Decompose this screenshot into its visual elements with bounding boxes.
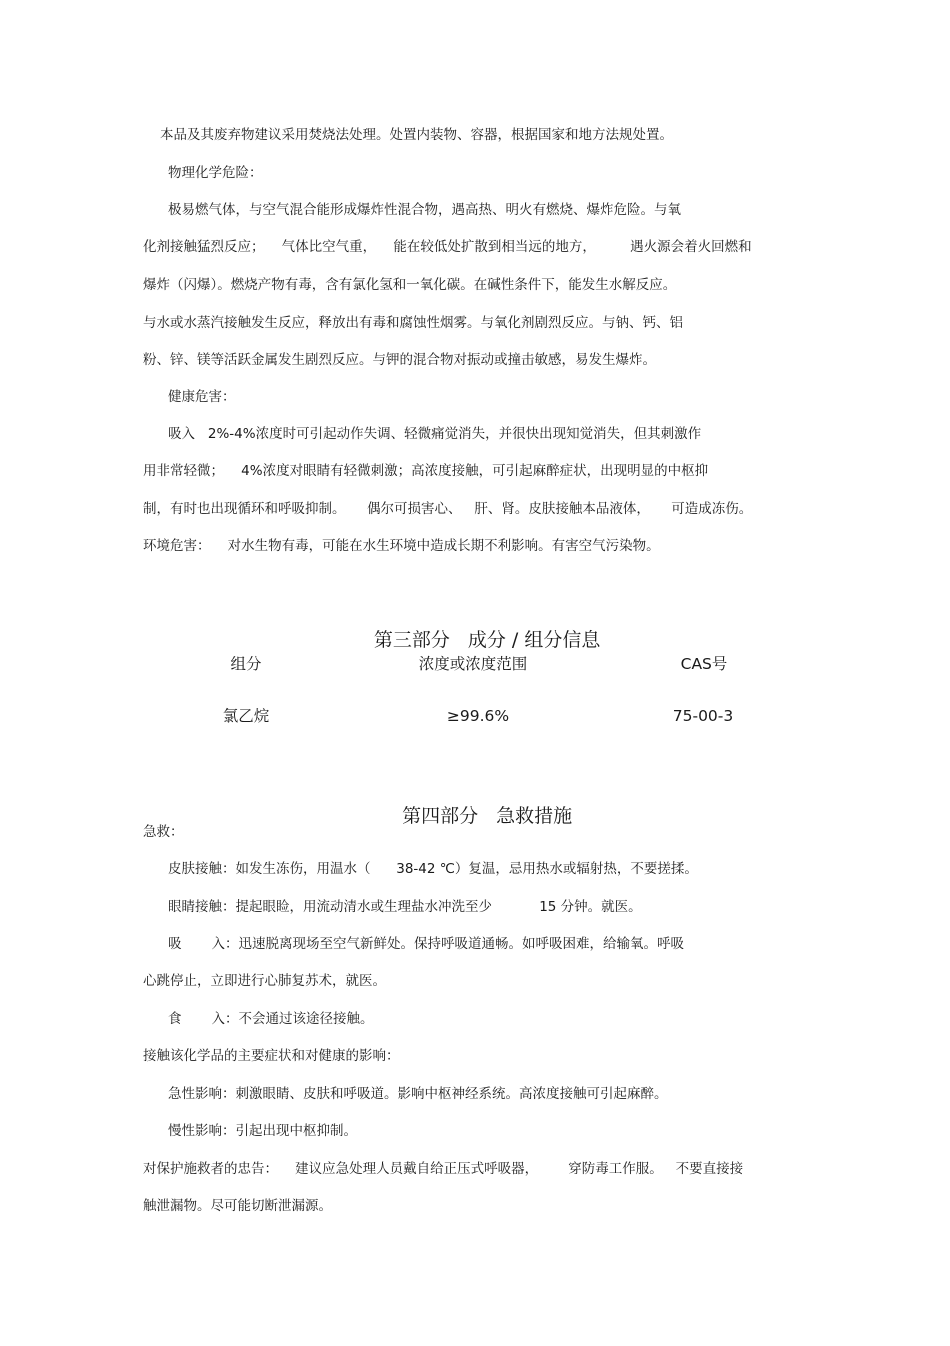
acute-effects-text: 急性影响：刺激眼睛、皮肤和呼吸道。影响中枢神经系统。高浓度接触可引起麻醉。 — [168, 1086, 668, 1102]
health-hazard-line-2: 用非常轻微； 4%浓度对眼睛有轻微刺激；高浓度接触，可引起麻醉症状，出现明显的中枢抑 — [143, 463, 709, 479]
physical-hazard-line-4: 与水或水蒸汽接触发生反应，释放出有毒和腐蚀性烟雾。与氧化剂剧烈反应。与钠、钙、铝 — [143, 315, 683, 331]
chronic-effects-text: 慢性影响：引起出现中枢抑制。 — [168, 1123, 357, 1139]
skin-contact-text: 皮肤接触：如发生冻伤，用温水（ 38-42 ℃）复温，忌用热水或辐射热，不要搓揉。 — [168, 861, 698, 877]
health-hazard-line-3: 制，有时也出现循环和呼吸抑制。 偶尔可损害心、 肝、肾。皮肤接触本品液体， 可造成冻伤。 — [143, 501, 753, 517]
section3-part-label: 第三部分 — [373, 629, 450, 651]
section3-name: 成分 / 组分信息 — [467, 629, 601, 651]
physical-hazard-line-1: 极易燃气体，与空气混合能形成爆炸性混合物，遇高热、明火有燃烧、爆炸危险。与氧 — [168, 202, 681, 218]
section4-title — [0, 780, 950, 852]
physical-hazard-line-5: 粉、锌、镁等活跃金属发生剧烈反应。与钾的混合物对振动或撞击敏感，易发生爆炸。 — [143, 352, 656, 368]
disposal-text: 本品及其废弃物建议采用焚烧法处理。处置内装物、容器，根据国家和地方法规处置。 — [160, 127, 673, 143]
health-hazard-heading: 健康危害： — [168, 389, 236, 405]
table-cell-component: 氯乙烷 — [222, 707, 270, 725]
table-cell-cas: 75-00-3 — [672, 707, 734, 725]
physical-hazard-line-2: 化剂接触猛烈反应； 气体比空气重， 能在较低处扩散到相当远的地方， 遇火源会着火回燃和 — [143, 239, 752, 255]
rescuer-advice-line-1: 对保护施救者的忠告： 建议应急处理人员戴自给正压式呼吸器， 穿防毒工作服。 不要直接接 — [143, 1161, 744, 1177]
table-header-concentration: 浓度或浓度范围 — [418, 655, 528, 673]
ingestion-text: 食 入：不会通过该途径接触。 — [168, 1011, 374, 1027]
rescuer-advice-line-2: 触泄漏物。尽可能切断泄漏源。 — [143, 1198, 332, 1214]
physical-hazard-line-3: 爆炸（闪爆）。燃烧产物有毒，含有氯化氢和一氧化碳。在碱性条件下，能发生水解反应。 — [143, 277, 677, 293]
health-hazard-line-1: 吸入 2%-4%浓度时可引起动作失调、轻微痛觉消失，并很快出现知觉消失，但其刺激作 — [168, 426, 702, 442]
inhalation-line-2: 心跳停止，立即进行心肺复苏术，就医。 — [143, 973, 386, 989]
table-header-cas: CAS号 — [680, 655, 728, 673]
eye-contact-text: 眼睛接触：提起眼睑，用流动清水或生理盐水冲洗至少 15 分钟。就医。 — [168, 899, 642, 915]
table-header-component: 组分 — [230, 655, 262, 673]
first-aid-label: 急救： — [143, 824, 184, 840]
environmental-hazard-text: 环境危害： 对水生物有毒，可能在水生环境中造成长期不利影响。有害空气污染物。 — [143, 538, 660, 554]
physical-hazard-heading: 物理化学危险： — [168, 165, 263, 181]
symptoms-label: 接触该化学品的主要症状和对健康的影响： — [143, 1048, 400, 1064]
section4-part-label: 第四部分 — [402, 805, 479, 827]
inhalation-line-1: 吸 入：迅速脱离现场至空气新鲜处。保持呼吸道通畅。如呼吸困难，给输氧。呼吸 — [168, 936, 685, 952]
table-cell-concentration: ≥99.6% — [446, 707, 510, 725]
section4-name: 急救措施 — [496, 805, 573, 827]
